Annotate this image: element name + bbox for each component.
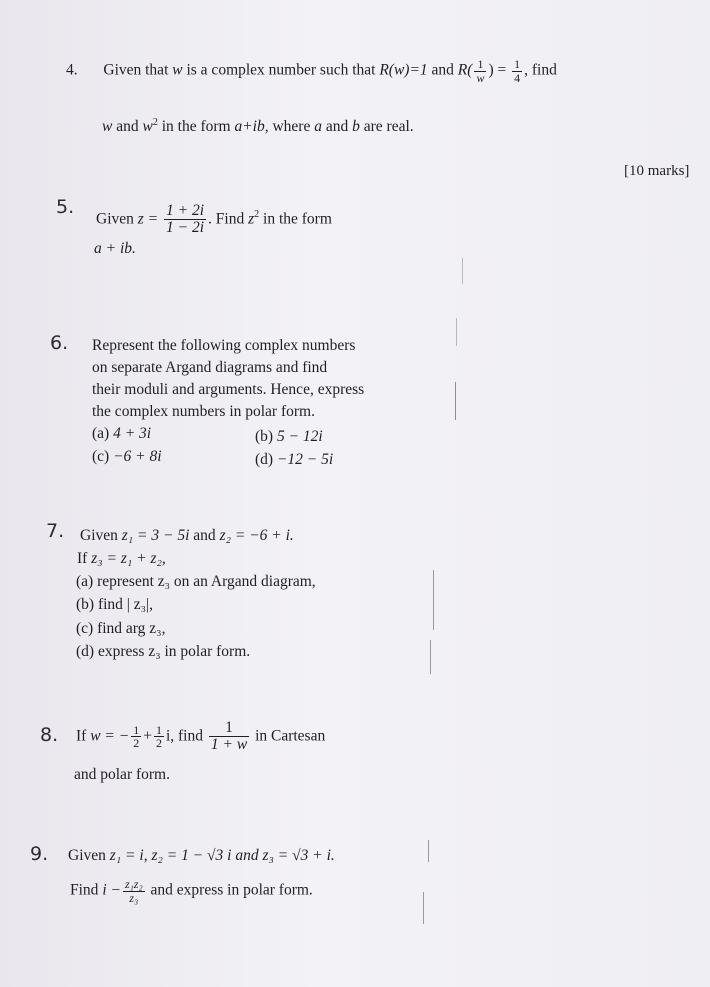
q7-z3: z₃ = z₁ + z₂, (91, 550, 166, 567)
q7-part-d-text: express z₃ in polar form. (97, 643, 251, 660)
q9-number: 9. (30, 843, 49, 865)
q4-text-a: Given that (103, 61, 169, 79)
q7-part-b-text: find | z₃|, (97, 596, 154, 613)
margin-mark (433, 570, 434, 630)
q8-f3-num: 1 (209, 720, 249, 737)
q4-number: 4. (66, 61, 78, 79)
q8-line1 (76, 720, 325, 754)
q7-part-b (76, 596, 153, 614)
margin-mark (455, 382, 456, 420)
q7-part-a-label: (a) (76, 573, 94, 590)
q7-part-a (76, 573, 316, 591)
q9-f-num: z₁z₂ (124, 877, 143, 891)
q7-part-d-label: (d) (76, 643, 95, 660)
q7-and: and (193, 527, 216, 544)
q5-line1 (96, 203, 332, 237)
q7-number: 7. (46, 520, 65, 542)
q4-frac2-num: 1 (514, 57, 521, 71)
q4-frac-1-over-w (474, 58, 486, 84)
q5-z2: z (248, 210, 255, 228)
q4-line2-form-label: in the form (161, 118, 231, 136)
q5-rest: in the form (263, 210, 332, 228)
q9-lead: i − (102, 881, 121, 899)
q7-part-a-text: represent z₃ on an Argand diagram, (97, 573, 316, 590)
q4-line2-w2: w (142, 118, 153, 136)
q6-part-d-expr: −12 − 5i (276, 451, 334, 468)
q9-line2 (70, 878, 313, 904)
q5-line2: a + ib. (94, 240, 136, 257)
q6-part-b-expr: 5 − 12i (276, 428, 323, 445)
q6-part-b-label: (b) (255, 428, 274, 445)
q4-w: w (172, 61, 183, 79)
q9-fraction (123, 878, 145, 904)
q9-expr: z₁ = i, z₂ = 1 − √3 i and z₃ = √3 + i. (109, 847, 335, 864)
margin-mark (462, 258, 463, 284)
q4-r1: R(w)=1 (379, 61, 428, 79)
q8-f3-den: 1 + w (210, 736, 248, 754)
q8-frac-2 (154, 724, 164, 750)
q8-rest: in Cartesan (255, 727, 326, 745)
q8-f1-den: 2 (133, 736, 140, 751)
q5-z-eq: z = (137, 210, 159, 228)
q7-part-d (76, 643, 250, 661)
q4-and: and (431, 61, 454, 79)
q6-part-a (92, 425, 151, 443)
q6-part-b (255, 428, 323, 446)
q7-given: Given (80, 527, 118, 544)
margin-mark (428, 840, 429, 862)
q4-text-b: is a complex number such that (186, 61, 376, 79)
margin-mark (456, 318, 457, 346)
q4-find: , find (524, 61, 557, 79)
q6-line-1: on separate Argand diagrams and find (92, 359, 328, 376)
q8-plus: + (143, 727, 152, 745)
q7-line1 (80, 527, 294, 545)
q8-f1-num: 1 (133, 722, 140, 737)
q5-find: . Find (208, 210, 245, 228)
q5-number: 5. (56, 196, 75, 218)
q8-f2-den: 2 (155, 736, 162, 751)
q6-line-0: Represent the following complex numbers (92, 337, 356, 354)
q8-frac-1 (131, 724, 141, 750)
q5-fraction (164, 203, 206, 237)
q6-line-2: their moduli and arguments. Hence, express (92, 381, 365, 398)
q6-part-a-label: (a) (92, 425, 110, 442)
q7-part-c-label: (c) (76, 620, 94, 637)
q6-line-3: the complex numbers in polar form. (92, 403, 315, 420)
q4-frac2-den: 4 (514, 70, 521, 85)
q4-line2-real: are real. (363, 118, 414, 136)
q4-line2-w: w (102, 118, 113, 136)
q6-number: 6. (50, 332, 69, 354)
q7-if: If (77, 550, 88, 567)
q4-line2-and2: and (325, 118, 349, 136)
q7-part-b-label: (b) (76, 596, 95, 613)
q4-line2-and: and (116, 118, 139, 136)
q7-part-c (76, 620, 165, 638)
q7-z1: z₁ = 3 − 5i (121, 527, 190, 544)
q6-part-c (92, 448, 162, 466)
q9-line1 (68, 847, 335, 865)
q8-line2: and polar form. (74, 766, 170, 783)
margin-mark (430, 640, 431, 674)
q8-f2-num: 1 (155, 722, 162, 737)
q6-part-d (255, 451, 333, 469)
q4-line2 (102, 112, 414, 138)
q9-f-den: z₃ (129, 890, 139, 905)
q6-part-d-label: (d) (255, 451, 274, 468)
q4-line2-form: a+ib (234, 118, 265, 136)
q5-z2-sup: 2 (254, 209, 260, 221)
q6-part-c-expr: −6 + 8i (113, 448, 162, 465)
q6-part-c-label: (c) (92, 448, 110, 465)
q8-i-find: i, find (165, 727, 203, 745)
q9-find: Find (70, 881, 99, 899)
q7-line2 (77, 550, 166, 568)
q4-marks: [10 marks] (624, 163, 690, 179)
q4-line1 (66, 58, 557, 84)
margin-mark (423, 892, 424, 924)
q8-w-eq: w = − (90, 727, 130, 745)
q8-if: If (76, 727, 87, 745)
q4-r2-lhs: R( (457, 61, 473, 79)
q4-line2-a: a (314, 118, 322, 136)
q8-frac-3 (209, 720, 249, 754)
q4-frac1-num: 1 (474, 58, 486, 72)
q5-given: Given (96, 210, 134, 228)
q9-rest: and express in polar form. (150, 881, 313, 899)
q7-part-c-text: find arg z₃, (97, 620, 166, 637)
q4-line2-b: b (352, 118, 360, 136)
q4-frac1-den: w (476, 70, 485, 85)
q4-line2-where: , where (264, 118, 311, 136)
q5-frac-den: 1 − 2i (166, 219, 205, 237)
q4-line2-sup: 2 (152, 117, 158, 128)
q6-part-a-expr: 4 + 3i (113, 425, 152, 442)
q5-frac-num: 1 + 2i (166, 202, 205, 219)
q4-r2-mid: ) = (488, 61, 507, 79)
q8-number: 8. (40, 724, 59, 746)
q4-frac-1-over-4 (512, 58, 522, 84)
q7-z2: z₂ = −6 + i. (219, 527, 294, 544)
q9-given: Given (68, 847, 106, 864)
